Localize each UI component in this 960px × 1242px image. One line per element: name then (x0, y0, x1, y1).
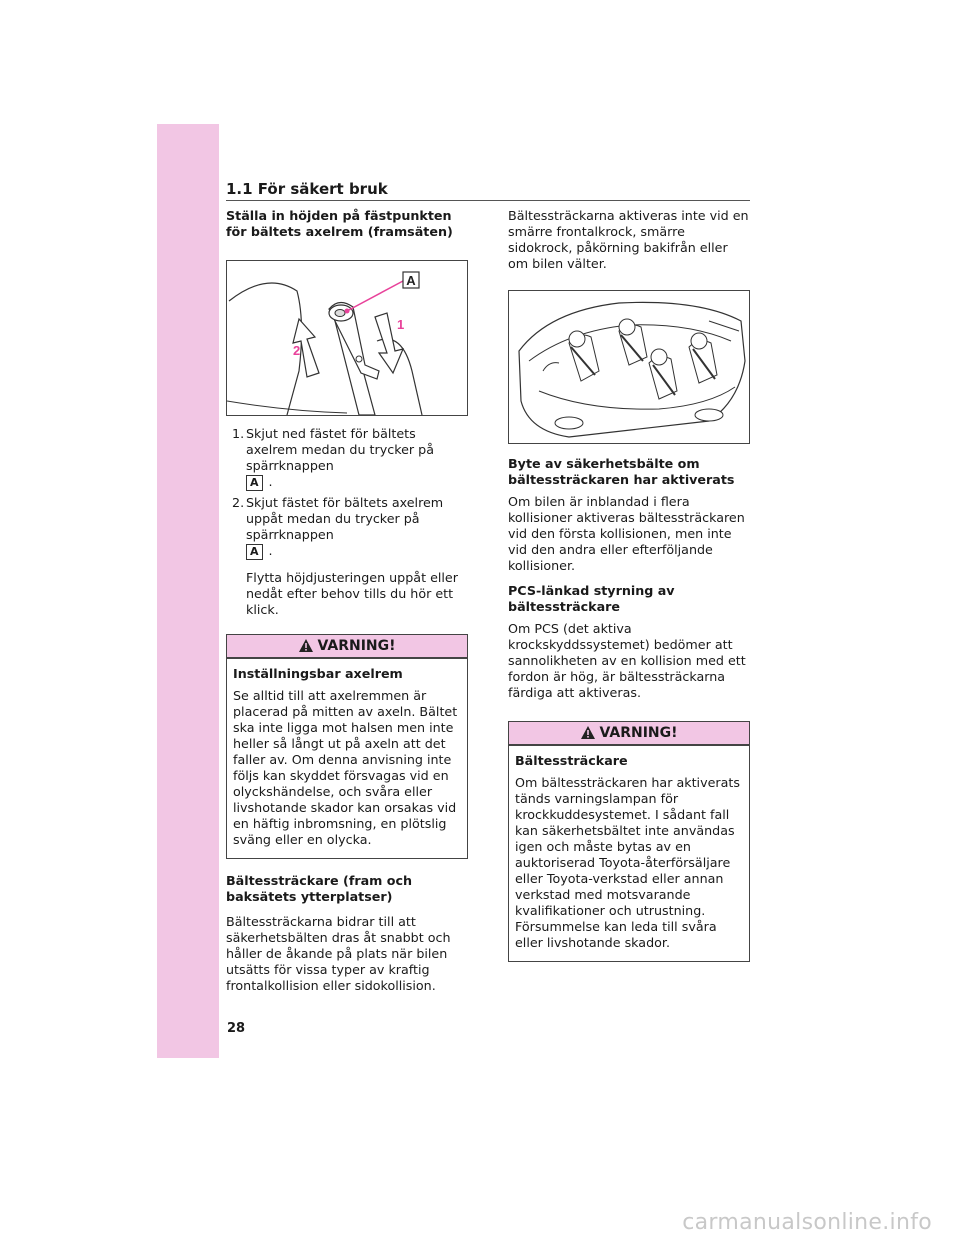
section-header: 1.1 För säkert bruk (226, 180, 388, 198)
step-item (226, 495, 468, 560)
warning-box (508, 721, 750, 962)
heading-replace-belt: Byte av säkerhetsbälte om bältessträckaren har aktiverats (508, 456, 735, 487)
warning-title: VARNING! (317, 638, 396, 654)
belt-anchor-figure (226, 260, 468, 416)
figure-label-a: A (406, 273, 416, 288)
heading-pcs: PCS-länkad styrning av bältessträckare (508, 583, 675, 614)
warning-header (509, 722, 749, 746)
step-number: 1. (232, 426, 245, 441)
car-occupants-figure (508, 290, 750, 444)
warning-triangle-icon (580, 725, 596, 740)
heading-pretensioner: Bältessträckare (fram och baksätets ytterplatser) (226, 873, 413, 904)
step-item (226, 426, 468, 491)
warning-text: Se alltid till att axelremmen är placerad på mitten av axeln. Bältet ska inte ligga mot halsen men inte heller så långt ut på axeln att det faller av. Om denna anvisning inte följs kan skyddet försvagas vid en olyckshändelse, och svåra eller livshotande skador kan orsakas vid en häftig inbromsning, en plötslig sväng eller en olycka. (233, 688, 458, 847)
car-interior-illustration (509, 291, 750, 443)
step-text: Skjut ned fästet för bältets axelrem medan du trycker på spärrknappen (246, 426, 435, 473)
side-tab-bar (157, 124, 219, 1058)
pretensioner-paragraph: Bältessträckarna bidrar till att säkerhetsbälten dras åt snabbt och håller de åkande på plats när bilen utsätts för vissa typer av kraftig frontalkollision eller sidokollision. (226, 914, 451, 993)
step-number: 2. (232, 495, 245, 510)
warning-triangle-icon (298, 638, 314, 653)
warning-subtitle: Inställningsbar axelrem (233, 666, 403, 681)
pcs-paragraph: Om PCS (det aktiva krockskyddssystemet) bedömer att sannolikheten av en kollision med ett fordon är hög, är bältessträckarna färdiga att aktiveras. (508, 621, 746, 700)
steps-list (226, 426, 468, 560)
heading-belt-height: Ställa in höjden på fästpunkten för bältets axelrem (framsäten) (226, 208, 453, 239)
watermark: carmanualsonline.info (682, 1210, 932, 1235)
warning-text: Om bältessträckaren har aktiverats tänds varningslampan för krockkuddesystemet. I sådant fall kan säkerhetsbältet inte användas igen och måste bytas av en auktoriserad Toyota-återförsäljare eller Toyota-verkstad eller annan verkstad med motsvarande kvalifikationer och utrustning. Försummelse kan leda till svåra eller livshotande skador. (515, 775, 740, 950)
figure-label-2: 2 (293, 343, 301, 358)
warning-subtitle: Bältessträckare (515, 753, 628, 768)
warning-header (227, 635, 467, 659)
pretensioner-not-activated-paragraph: Bältessträckarna aktiveras inte vid en smärre frontalkrock, smärre sidokrock, påkörning bakifrån eller om bilen välter. (508, 208, 749, 271)
key-a-badge: A (246, 544, 263, 560)
right-column (508, 208, 750, 976)
warning-body (227, 659, 467, 858)
warning-box (226, 634, 468, 859)
header-rule (226, 200, 750, 201)
warning-title: VARNING! (599, 725, 678, 741)
step-end: . (268, 474, 273, 489)
warning-body (509, 746, 749, 961)
figure-label-1: 1 (397, 317, 405, 332)
key-a-badge: A (246, 475, 263, 491)
page-number: 28 (227, 1021, 246, 1036)
replace-belt-paragraph: Om bilen är inblandad i flera kollisioner aktiveras bältessträckaren vid den första kollisionen, men inte vid den andra eller efterföljande kollisioner. (508, 494, 745, 573)
belt-anchor-illustration (227, 261, 468, 415)
step-end: . (268, 543, 273, 558)
step-note: Flytta höjdjusteringen uppåt eller nedåt efter behov tills du hör ett klick. (246, 570, 458, 617)
step-text: Skjut fästet för bältets axelrem uppåt medan du trycker på spärrknappen (246, 495, 444, 542)
left-column (226, 208, 468, 1003)
